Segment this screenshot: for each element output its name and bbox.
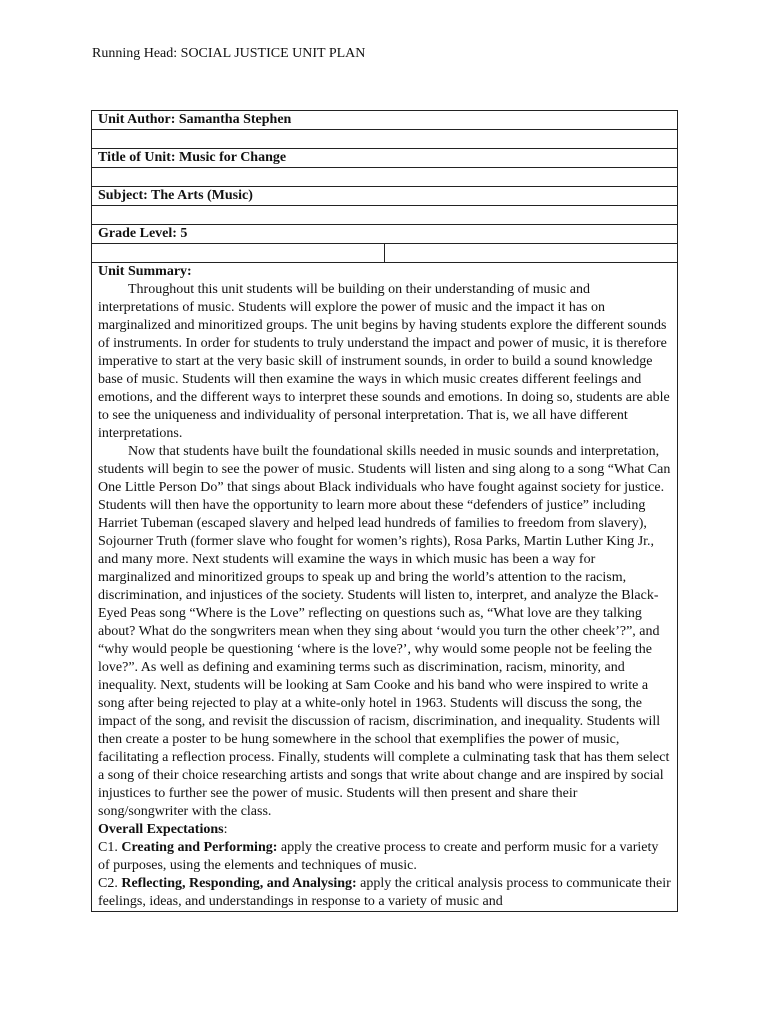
unit-summary-label: Unit Summary: bbox=[98, 264, 192, 279]
blank-row bbox=[92, 206, 678, 225]
c2-lead: Reflecting, Responding, and Analysing: bbox=[121, 876, 357, 891]
running-head: Running Head: SOCIAL JUSTICE UNIT PLAN bbox=[92, 46, 366, 61]
summary-paragraph-2: Now that students have built the foundational skills needed in music sounds and interpretation, students will begin to see the power of music. Students will listen and sing along to a song “What Can One Little Person Do” that sings about Black individuals who have fought against society for justice. Students will then have the opportunity to learn more about these “defenders of justice” including Harriet Tubeman (escaped slavery and helped lead hundreds of families to freedom from slavery), Sojourner Truth (former slave who fought for women’s rights), Rosa Parks, Martin Luther King Jr., and many more. Next students will examine the ways in which music has been a way for marginalized and minoritized groups to speak up and bring the world’s attention to the racism, discrimination, and injustices of the society. Students will listen to, interpret, and analyze the Black-Eyed Peas song “Where is the Love” reflecting on questions such as, “What love are they talking about? What do the songwriters mean when they sing about ‘would you turn the other cheek’?”, and “why would people be questioning ‘where is the love?’, why would some people not be feeling the love?”. As well as defining and examining terms such as discrimination, racism, minority, and inequality. Next, students will be looking at Sam Cooke and his band who were inspired to write a song after being rejected to play at a white-only hotel in 1963. Students will discuss the song, the impact of the song, and revisit the discussion of racism, discrimination, and inequality. Students will then create a poster to be hung somewhere in the school that exemplifies the power of music, facilitating a reflection process. Finally, students will complete a culminating task that has them select a song of their choice researching artists and songs that write about change and are inspired by social injustices to further see the power of music. Students will then present and share their song/songwriter with the class. bbox=[98, 444, 671, 819]
summary-paragraph-1: Throughout this unit students will be building on their understanding of music and interpretations of music. Students will explore the power of music and the impact it has on marginalized and minoritized groups. The unit begins by having students explore the different sounds of instruments. In order for students to truly understand the impact and power of music, it is therefore imperative to start at the very basic skill of instrument sounds, in order to build a sound knowledge base of music. Students will then examine the ways in which music creates different feelings and emotions, and the different ways to interpret these sounds and emotions. In doing so, students are able to see the uniqueness and individuality of personal interpretation. That is, we all have different interpretations. bbox=[98, 282, 670, 441]
blank-row bbox=[92, 168, 678, 187]
grade-level: Grade Level: 5 bbox=[92, 225, 678, 244]
c2-code: C2. bbox=[98, 876, 122, 891]
overall-expectations-colon: : bbox=[223, 822, 228, 837]
c1-lead: Creating and Performing: bbox=[121, 840, 278, 855]
expectation-c1 bbox=[98, 839, 671, 875]
expectation-c2 bbox=[98, 875, 671, 911]
overall-expectations-label: Overall Expectations bbox=[98, 822, 224, 837]
blank-cell-left bbox=[92, 244, 385, 263]
unit-title: Title of Unit: Music for Change bbox=[92, 149, 678, 168]
c1-code: C1. bbox=[98, 840, 122, 855]
unit-plan-table bbox=[91, 110, 678, 912]
overall-expectations-heading bbox=[98, 821, 671, 839]
blank-row bbox=[92, 130, 678, 149]
c2-text: apply the critical analysis process to communicate their feelings, ideas, and understandings in response to a variety of music and bbox=[98, 876, 671, 909]
unit-author: Unit Author: Samantha Stephen bbox=[92, 111, 678, 130]
unit-subject: Subject: The Arts (Music) bbox=[92, 187, 678, 206]
blank-cell-right bbox=[385, 244, 678, 263]
unit-summary-cell bbox=[92, 263, 678, 912]
c1-text: apply the creative process to create and perform music for a variety of purposes, using the elements and techniques of music. bbox=[98, 840, 659, 873]
